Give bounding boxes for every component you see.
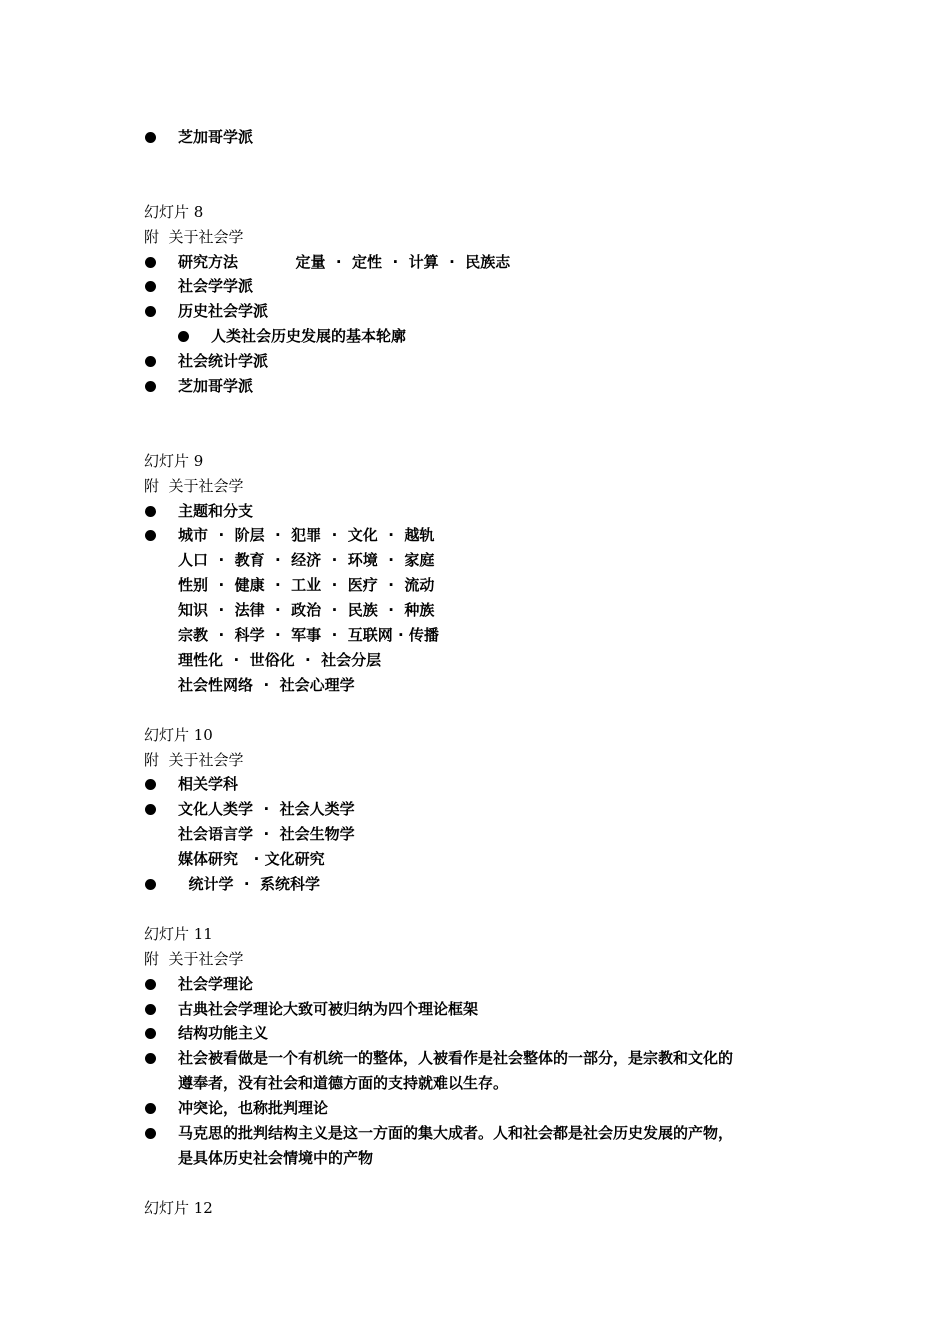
bullet-continuation-text: 性别 · 健康 · 工业 · 医疗 · 流动 bbox=[178, 576, 435, 594]
bullet-continuation-text: 是具体历史社会情境中的产物 bbox=[178, 1149, 374, 1167]
bullet-item-text: 统计学 · 系统科学 bbox=[178, 875, 321, 893]
bullet-dot-icon bbox=[178, 331, 189, 342]
bullet-item-text: 相关学科 bbox=[178, 775, 239, 793]
slide-title: 附 关于社会学 bbox=[144, 751, 244, 769]
bullet-item-text: 历史社会学派 bbox=[178, 302, 269, 320]
slide-title: 附 关于社会学 bbox=[144, 950, 244, 968]
bullet-dot-icon bbox=[145, 879, 156, 890]
bullet-dot-icon bbox=[145, 257, 156, 268]
bullet-dot-icon bbox=[145, 381, 156, 392]
slide-label: 幻灯片 8 bbox=[144, 203, 204, 221]
bullet-continuation-text: 媒体研究 · 文化研究 bbox=[178, 850, 325, 868]
bullet-continuation-text: 人口 · 教育 · 经济 · 环境 · 家庭 bbox=[178, 551, 435, 569]
bullet-item-text: 社会被看做是一个有机统一的整体，人被看作是社会整体的一部分，是宗教和文化的 bbox=[178, 1049, 734, 1067]
bullet-dot-icon bbox=[145, 779, 156, 790]
slide-label: 幻灯片 11 bbox=[144, 925, 213, 943]
bullet-dot-icon bbox=[145, 306, 156, 317]
bullet-continuation-text: 社会性网络 · 社会心理学 bbox=[178, 676, 355, 694]
bullet-item-text: 社会学理论 bbox=[178, 975, 254, 993]
bullet-item-text: 芝加哥学派 bbox=[178, 128, 254, 146]
slide-title: 附 关于社会学 bbox=[144, 228, 244, 246]
bullet-item-text: 马克思的批判结构主义是这一方面的集大成者。人和社会都是社会历史发展的产物， bbox=[178, 1124, 734, 1142]
bullet-dot-icon bbox=[145, 804, 156, 815]
bullet-continuation-text: 遵奉者，没有社会和道德方面的支持就难以生存。 bbox=[178, 1074, 509, 1092]
bullet-item-text: 城市 · 阶层 · 犯罪 · 文化 · 越轨 bbox=[178, 526, 435, 544]
bullet-continuation-text: 社会语言学 · 社会生物学 bbox=[178, 825, 355, 843]
bullet-item-text: 冲突论，也称批判理论 bbox=[178, 1099, 329, 1117]
bullet-dot-icon bbox=[145, 356, 156, 367]
bullet-dot-icon bbox=[145, 1028, 156, 1039]
bullet-item-text: 社会学学派 bbox=[178, 277, 254, 295]
bullet-dot-icon bbox=[145, 1103, 156, 1114]
bullet-item-text: 主题和分支 bbox=[178, 502, 254, 520]
bullet-item-text: 人类社会历史发展的基本轮廓 bbox=[211, 327, 407, 345]
bullet-dot-icon bbox=[145, 281, 156, 292]
bullet-item-text: 芝加哥学派 bbox=[178, 377, 254, 395]
bullet-continuation-text: 知识 · 法律 · 政治 · 民族 · 种族 bbox=[178, 601, 435, 619]
slide-title: 附 关于社会学 bbox=[144, 477, 244, 495]
bullet-dot-icon bbox=[145, 530, 156, 541]
slide-label: 幻灯片 9 bbox=[144, 452, 204, 470]
bullet-dot-icon bbox=[145, 1004, 156, 1015]
bullet-dot-icon bbox=[145, 1128, 156, 1139]
bullet-item-text: 研究方法 定量 · 定性 · 计算 · 民族志 bbox=[178, 253, 511, 271]
bullet-dot-icon bbox=[145, 1053, 156, 1064]
bullet-item-text: 古典社会学理论大致可被归纳为四个理论框架 bbox=[178, 1000, 479, 1018]
slide-label: 幻灯片 12 bbox=[144, 1199, 213, 1217]
bullet-dot-icon bbox=[145, 979, 156, 990]
bullet-item-text: 结构功能主义 bbox=[178, 1024, 269, 1042]
bullet-continuation-text: 宗教 · 科学 · 军事 · 互联网 · 传播 bbox=[178, 626, 439, 644]
bullet-item-text: 文化人类学 · 社会人类学 bbox=[178, 800, 355, 818]
bullet-dot-icon bbox=[145, 132, 156, 143]
bullet-item-text: 社会统计学派 bbox=[178, 352, 269, 370]
bullet-continuation-text: 理性化 · 世俗化 · 社会分层 bbox=[178, 651, 382, 669]
slide-label: 幻灯片 10 bbox=[144, 726, 213, 744]
bullet-dot-icon bbox=[145, 506, 156, 517]
